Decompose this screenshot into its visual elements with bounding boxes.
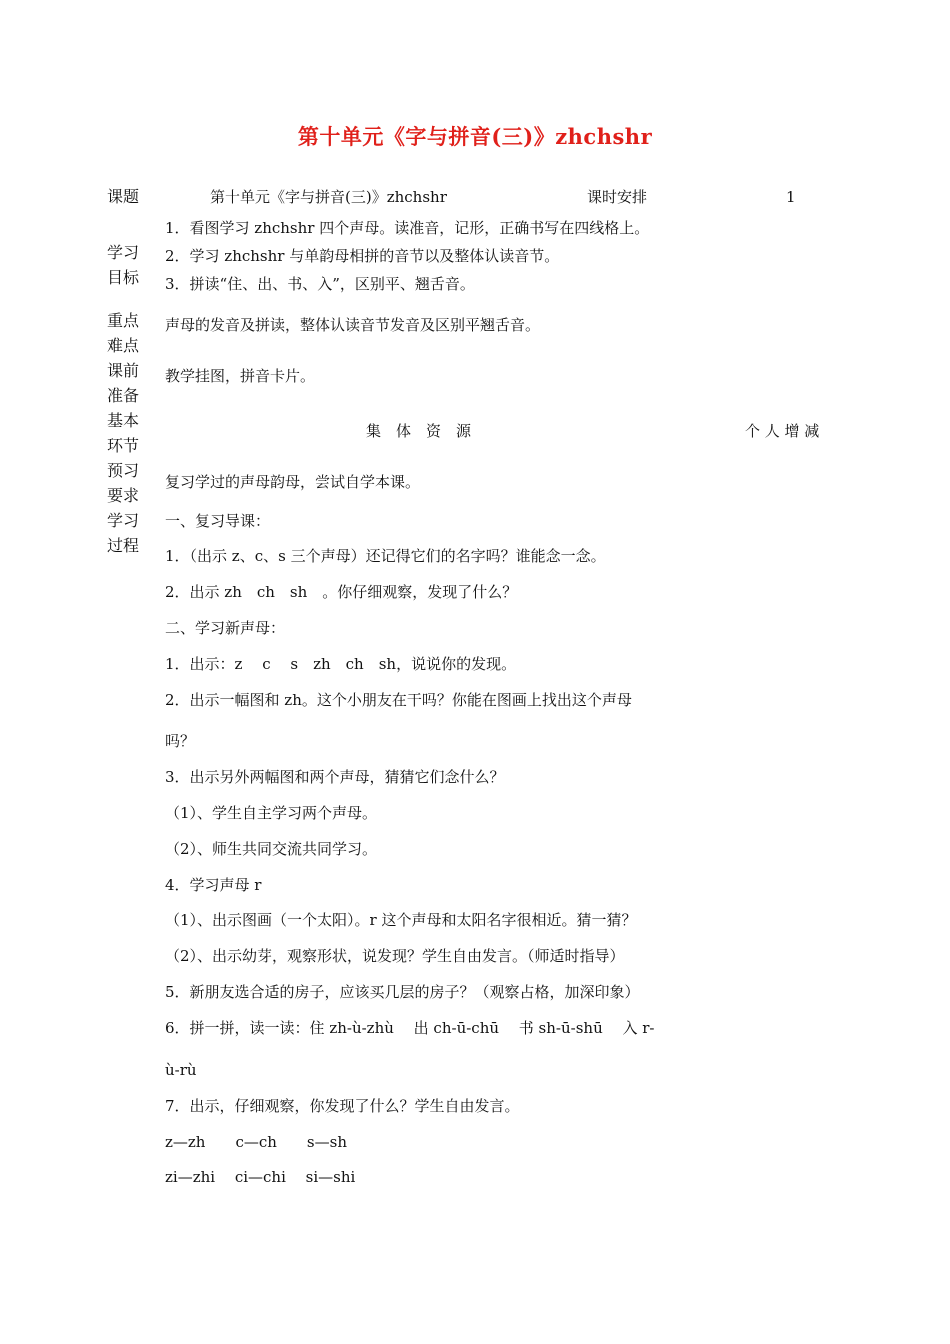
process-line: 1．（出示 z、c、s 三个声母）还记得它们的名字吗？谁能念一念。 (165, 547, 606, 565)
schedule-value: 1 (786, 188, 796, 206)
process-line: z—zh c—ch s—sh (165, 1133, 347, 1151)
goal-item: 1．看图学习 zhchshr 四个声母。读准音，记形，正确书写在四线格上。 (165, 219, 650, 237)
side-label: 学习 (107, 511, 140, 530)
process-line: 1．出示：z c s zh ch sh，说说你的发现。 (165, 655, 517, 673)
process-line: 4．学习声母 r (165, 876, 262, 894)
process-line: 3．出示另外两幅图和两个声母，猜猜它们念什么？ (165, 768, 505, 786)
side-label: 要求 (107, 486, 140, 505)
process-line: 2．出示 zh ch sh 。你仔细观察，发现了什么？ (165, 583, 518, 601)
side-label-learning (107, 240, 139, 290)
process-line: 一、复习导课： (165, 512, 271, 530)
process-line: 2．出示一幅图和 zh。这个小朋友在干吗？你能在图画上找出这个声母 (165, 691, 632, 709)
side-label: 环节 (107, 436, 140, 455)
page-title: 第十单元《字与拼音(三)》zhchshr (297, 124, 653, 149)
label-topic: 课题 (107, 187, 140, 206)
topic-value: 第十单元《字与拼音(三)》zhchshr (210, 188, 447, 206)
process-line: （2）、师生共同交流共同学习。 (165, 840, 378, 858)
process-line: 5．新朋友选合适的房子，应该买几层的房子？（观察占格，加深印象） (165, 983, 640, 1001)
process-line: ù-rù (165, 1061, 197, 1079)
side-label: 学习 (107, 243, 140, 262)
personal-header: 个 人 增 减 (745, 422, 820, 440)
side-label: 课前 (107, 361, 140, 380)
process-line: zi—zhi ci—chi si—shi (165, 1168, 356, 1186)
key-points: 声母的发音及拼读，整体认读音节发音及区别平翘舌音。 (165, 316, 541, 334)
side-label: 基本 (107, 411, 140, 430)
goal-item: 3．拼读“住、出、书、入”，区别平、翘舌音。 (165, 275, 475, 293)
process-line: （2）、出示幼芽，观察形状，说发现？学生自由发言。（师适时指导） (165, 947, 625, 965)
collective-header: 集 体 资 源 (366, 422, 472, 440)
process-line: （1）、出示图画（一个太阳）。r 这个声母和太阳名字很相近。猜一猜？ (165, 911, 637, 929)
process-line: 6．拼一拼，读一读：住 zh-ù-zhù 出 ch-ū-chū 书 sh-ū-shū 入 r- (165, 1019, 655, 1037)
side-label-stack (107, 308, 139, 558)
label-schedule: 课时安排 (587, 188, 648, 206)
process-line: （1）、学生自主学习两个声母。 (165, 804, 378, 822)
process-line: 7．出示，仔细观察，你发现了什么？学生自由发言。 (165, 1097, 520, 1115)
preview-text: 复习学过的声母韵母，尝试自学本课。 (165, 473, 421, 491)
side-label: 准备 (107, 386, 140, 405)
process-line: 吗？ (165, 732, 196, 750)
side-label: 难点 (107, 336, 140, 355)
side-label: 目标 (107, 268, 140, 287)
preparation: 教学挂图，拼音卡片。 (165, 367, 316, 385)
side-label: 预习 (107, 461, 140, 480)
process-line: 二、学习新声母： (165, 619, 286, 637)
goal-item: 2．学习 zhchshr 与单韵母相拼的音节以及整体认读音节。 (165, 247, 560, 265)
side-label: 过程 (107, 536, 140, 555)
side-label: 重点 (107, 311, 140, 330)
